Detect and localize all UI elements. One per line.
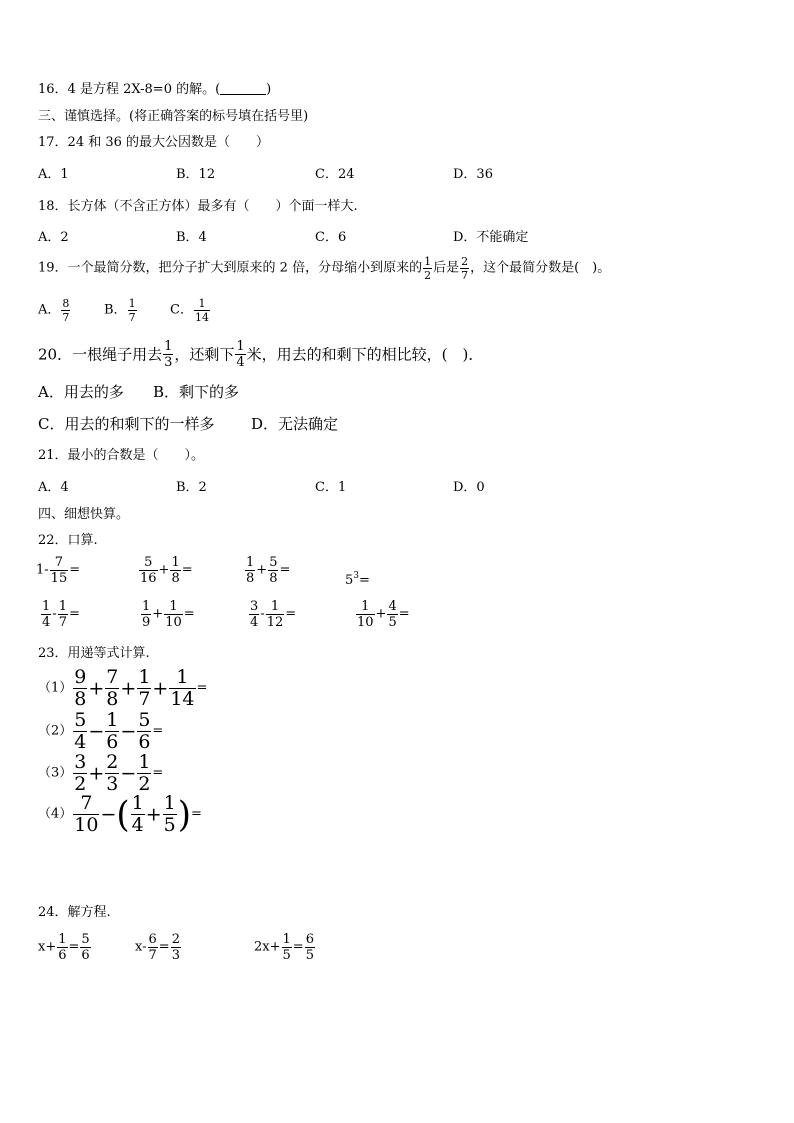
- fraction: $\frac{1}{7}$: [58, 599, 67, 630]
- q21-option-a[interactable]: A．4: [38, 480, 69, 495]
- oral-calc-6: $\frac{1}{9}$ + $\frac{1}{10}$ =: [142, 599, 195, 630]
- oral-calc-1: 1- $\frac{7}{15}$ =: [36, 555, 81, 586]
- question-21-stem: 21．最小的合数是（ ）。: [38, 448, 205, 463]
- calc-problem-2: （2） $\frac{5}{4}$ − $\frac{1}{6}$ − $\frac{5}{6}$ =: [38, 709, 164, 753]
- calc-problem-3: （3） $\frac{3}{2}$ + $\frac{2}{3}$ − $\frac{1}{2}$ =: [38, 751, 164, 795]
- q21-option-d[interactable]: D．0: [453, 480, 485, 495]
- fraction: $\frac{1}{8}$: [246, 555, 255, 586]
- question-19-stem: 19．一个最简分数，把分子扩大到原来的 2 倍，分母缩小到原来的 $\frac{1}{2}$ 后是 $\frac{2}{7}$ ，这个最简分数是( )。: [38, 255, 611, 282]
- fraction: $\frac{1}{3}$: [164, 339, 173, 370]
- oral-calc-8: $\frac{1}{10}$ + $\frac{4}{5}$ =: [357, 599, 410, 630]
- fraction: $\frac{1}{8}$: [171, 555, 180, 586]
- oral-calc-7: $\frac{3}{4}$ - $\frac{1}{12}$ =: [250, 599, 297, 630]
- question-22-title: 22．口算.: [38, 533, 98, 548]
- calc-problem-1: （1） $\frac{9}{8}$ + $\frac{7}{8}$ + $\frac{1}{7}$ + $\frac{1}{14}$ =: [38, 666, 208, 710]
- q18-option-d[interactable]: D．不能确定: [453, 230, 529, 245]
- q21-option-c[interactable]: C．1: [315, 480, 347, 495]
- q17-option-c[interactable]: C．24: [315, 167, 355, 182]
- fraction: $\frac{1}{12}$: [266, 599, 284, 630]
- section-3-heading: 三、谨慎选择。(将正确答案的标号填在括号里): [38, 109, 309, 124]
- equation-1: x+ $\frac{1}{6}$ = $\frac{5}{6}$: [38, 932, 90, 963]
- question-17-stem: 17．24 和 36 的最大公因数是（ ）: [38, 135, 270, 150]
- fraction: $\frac{1}{7}$: [128, 297, 136, 324]
- q19-option-b[interactable]: B． $\frac{1}{7}$: [104, 297, 136, 324]
- q20-option-d[interactable]: D．无法确定: [251, 415, 339, 433]
- question-23-title: 23．用递等式计算.: [38, 646, 150, 661]
- fraction: $\frac{1}{4}$: [131, 792, 144, 836]
- fraction: $\frac{6}{5}$: [305, 932, 314, 963]
- q18-option-c[interactable]: C．6: [315, 230, 347, 245]
- fraction: $\frac{1}{10}$: [165, 599, 182, 630]
- fraction: $\frac{5}{16}$: [140, 555, 157, 586]
- right-parenthesis: ): [177, 793, 192, 836]
- fraction: $\frac{7}{10}$: [74, 792, 99, 836]
- equation-3: 2x+ $\frac{1}{5}$ = $\frac{6}{5}$: [254, 932, 314, 963]
- oral-calc-2: $\frac{5}{16}$ + $\frac{1}{8}$ =: [140, 555, 193, 586]
- fraction: $\frac{1}{9}$: [142, 599, 151, 630]
- fraction: $\frac{1}{10}$: [357, 599, 374, 630]
- fraction: $\frac{1}{14}$: [170, 666, 195, 710]
- q17-option-a[interactable]: A．1: [38, 167, 69, 182]
- answer-blank[interactable]: [220, 82, 266, 95]
- equation-2: x- $\frac{6}{7}$ = $\frac{2}{3}$: [135, 932, 180, 963]
- oral-calc-3: $\frac{1}{8}$ + $\frac{5}{8}$ =: [246, 555, 291, 586]
- calc-problem-4: （4） $\frac{7}{10}$ −( $\frac{1}{4}$ + $\frac{1}{5}$ )=: [38, 792, 202, 836]
- fraction: $\frac{2}{7}$: [461, 255, 469, 282]
- oral-calc-5: $\frac{1}{4}$ - $\frac{1}{7}$ =: [42, 599, 80, 630]
- fraction: $\frac{7}{8}$: [106, 666, 119, 710]
- fraction: $\frac{5}{8}$: [269, 555, 278, 586]
- fraction: $\frac{1}{14}$: [194, 297, 209, 324]
- q21-option-b[interactable]: B．2: [176, 480, 207, 495]
- fraction: $\frac{3}{2}$: [74, 751, 87, 795]
- fraction: $\frac{1}{5}$: [163, 792, 176, 836]
- left-parenthesis: (: [116, 793, 130, 836]
- q18-option-a[interactable]: A．2: [38, 230, 69, 245]
- fraction: $\frac{3}{4}$: [250, 599, 259, 630]
- fraction: $\frac{5}{4}$: [74, 709, 87, 753]
- q17-option-b[interactable]: B．12: [176, 167, 216, 182]
- fraction: $\frac{1}{7}$: [138, 666, 151, 710]
- fraction: $\frac{4}{5}$: [388, 599, 397, 630]
- question-24-title: 24．解方程.: [38, 905, 111, 920]
- fraction: $\frac{1}{6}$: [106, 709, 119, 753]
- fraction: $\frac{1}{5}$: [282, 932, 291, 963]
- q19-option-a[interactable]: A． $\frac{8}{7}$: [38, 297, 70, 324]
- fraction: $\frac{8}{7}$: [62, 297, 70, 324]
- fraction: $\frac{7}{15}$: [50, 555, 68, 586]
- fraction: $\frac{6}{7}$: [148, 932, 157, 963]
- q20-option-b[interactable]: B．剩下的多: [153, 383, 240, 401]
- fraction: $\frac{1}{2}$: [138, 751, 151, 795]
- fraction: $\frac{2}{3}$: [106, 751, 119, 795]
- fraction: $\frac{5}{6}$: [138, 709, 151, 753]
- fraction: $\frac{1}{2}$: [424, 255, 432, 282]
- q19-option-c[interactable]: C． $\frac{1}{14}$: [170, 297, 209, 324]
- fraction: $\frac{9}{8}$: [74, 666, 87, 710]
- fraction: $\frac{1}{6}$: [58, 932, 67, 963]
- q20-option-c[interactable]: C．用去的和剩下的一样多: [38, 415, 215, 433]
- question-20-stem: 20．一根绳子用去 $\frac{1}{3}$ ，还剩下 $\frac{1}{4}$ 米，用去的和剩下的相比较，( )．: [38, 339, 484, 370]
- fraction: $\frac{1}{4}$: [236, 339, 245, 370]
- question-18-stem: 18．长方体（不含正方体）最多有（ ）个面一样大.: [38, 199, 358, 214]
- question-16: 16．4 是方程 2X-8=0 的解。( ): [38, 82, 272, 97]
- q17-option-d[interactable]: D．36: [453, 167, 493, 182]
- section-4-heading: 四、细想快算。: [38, 507, 130, 522]
- oral-calc-4: $5^3=$: [345, 571, 370, 588]
- q18-option-b[interactable]: B．4: [176, 230, 207, 245]
- fraction: $\frac{1}{4}$: [42, 599, 51, 630]
- q20-option-a[interactable]: A．用去的多: [38, 383, 124, 401]
- fraction: $\frac{2}{3}$: [171, 932, 180, 963]
- fraction: $\frac{5}{6}$: [81, 932, 90, 963]
